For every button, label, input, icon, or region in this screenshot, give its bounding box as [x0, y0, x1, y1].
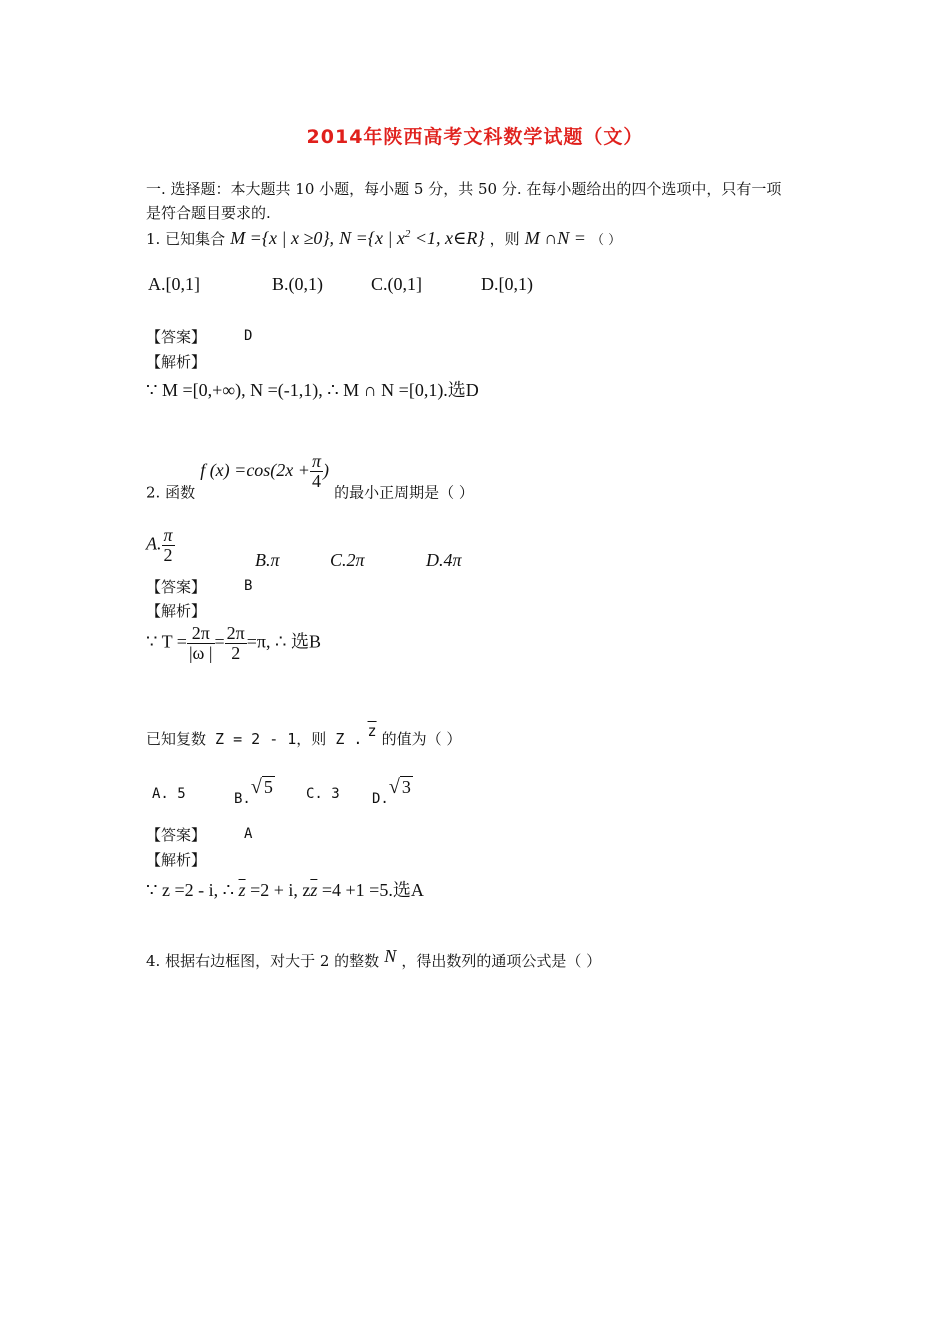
- q1-option-c: C.(0,1]: [371, 274, 422, 294]
- q3-option-a: A. 5: [152, 786, 186, 802]
- q4-var-n: N: [384, 946, 397, 966]
- q3-lead: 已知复数 Z = 2 - 1，则 Z .: [146, 730, 363, 748]
- q1-answer-label: 【答案】: [146, 328, 207, 346]
- q2-answer: B: [244, 578, 253, 594]
- q1-option-b: B.(0,1): [272, 274, 323, 294]
- q2-formula: f (x) =cos(2x + $\frac{\pi}{4}$ ): [200, 451, 329, 491]
- q1-option-a: A.[0,1]: [148, 274, 200, 294]
- q4-lead: 4. 根据右边框图，对大于 2 的整数: [146, 952, 380, 970]
- q3-option-b: B.√ 5: [234, 776, 273, 807]
- q1-paren: （ ）: [591, 233, 622, 248]
- q2-analysis-label: 【解析】: [146, 602, 207, 620]
- q4-ask: ，得出数列的通项公式是（ ）: [401, 952, 602, 970]
- q1-answer: D: [244, 328, 253, 344]
- q1-set-n: N ={x | $x^2 <1$, x∈R}: [339, 228, 485, 248]
- q2-answer-label: 【答案】: [146, 578, 207, 596]
- q2-option-a: A. $\frac{\pi}{2}$: [146, 525, 173, 565]
- question-1: [146, 228, 621, 249]
- q2-option-b: B.π: [255, 550, 280, 570]
- q3-option-c: C. 3: [306, 786, 340, 802]
- q2-ask: 的最小正周期是（ ）: [334, 483, 474, 502]
- q2-lead: 2. 函数: [146, 483, 196, 502]
- q1-intersection: M ∩N =: [524, 228, 586, 248]
- section-intro-line1: 一. 选择题：本大题共 10 小题，每小题 5 分，共 50 分. 在每小题给出的四个选项中，只有一项: [146, 180, 782, 198]
- q3-answer-label: 【答案】: [146, 826, 207, 844]
- q1-solution: ∵ M =[0,+∞), N =(-1,1), ∴ M ∩ N =[0,1).选D: [146, 380, 479, 400]
- q3-option-d: D.√ 3: [372, 776, 411, 807]
- section-intro-line2: 是符合题目要求的.: [146, 204, 271, 222]
- q1-analysis-label: 【解析】: [146, 353, 207, 371]
- q3-answer: A: [244, 826, 253, 842]
- q1-option-d: D.[0,1): [481, 274, 533, 294]
- question-4: [146, 946, 602, 971]
- q2-option-d: D.4π: [426, 550, 462, 570]
- q3-ask: 的值为（ ）: [381, 730, 462, 748]
- q3-analysis-label: 【解析】: [146, 851, 207, 869]
- q1-lead: 1. 已知集合: [146, 230, 226, 248]
- q3-solution: ∵ z =2 - i, ∴ $\overline{z} =2 + i$, $z\overline{z} =4 +1 =5$.选A: [146, 880, 424, 900]
- q1-set-m: M ={x | x ≥0},: [230, 228, 335, 248]
- question-3: [146, 722, 462, 749]
- question-2: [146, 452, 474, 503]
- q2-solution: ∵ T = $\frac{2\pi}{|\omega |}$ = $\frac{2\pi}{2}$ =π, ∴ 选B: [146, 623, 321, 663]
- q3-z-conjugate: $\overline{z}$: [367, 722, 377, 740]
- q2-option-c: C.2π: [330, 550, 365, 570]
- q1-ask: ，则: [489, 230, 520, 248]
- page-title: 2014年陕西高考文科数学试题（文）: [306, 126, 644, 148]
